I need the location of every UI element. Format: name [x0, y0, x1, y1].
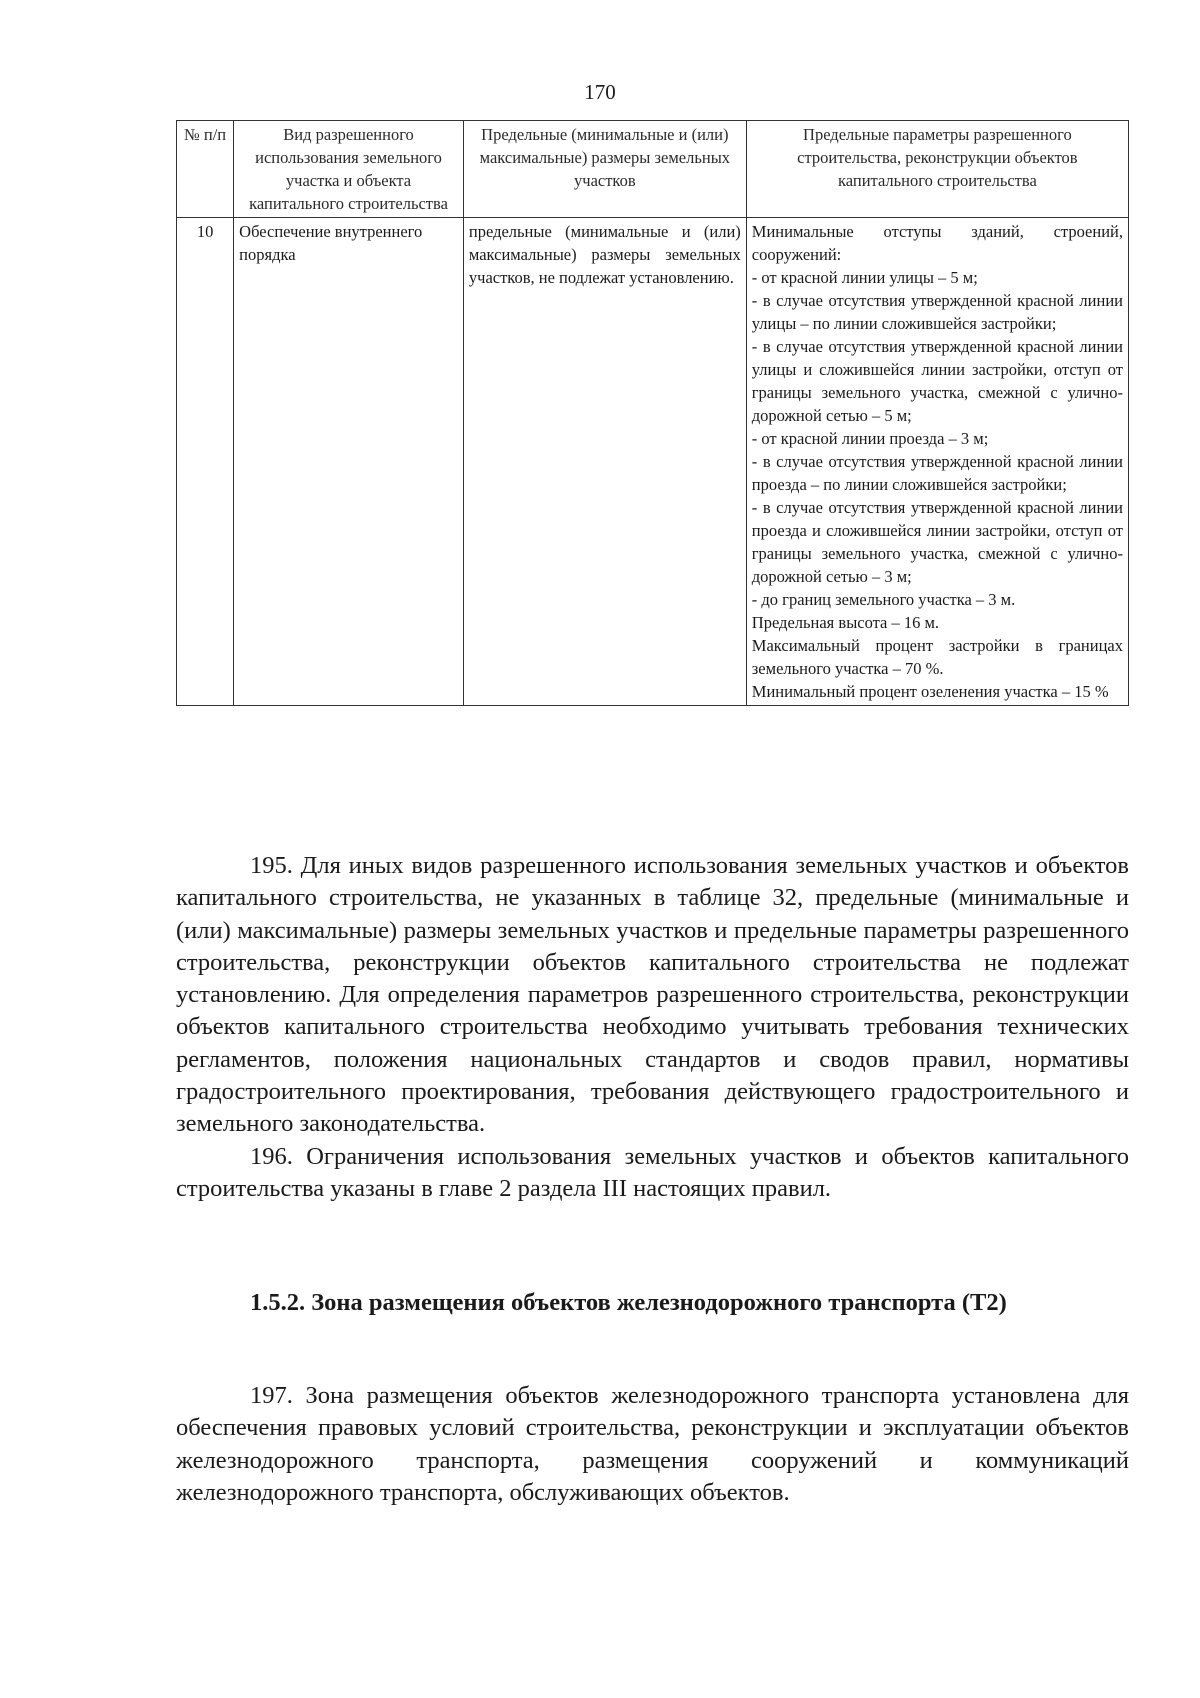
table-row: [177, 218, 1129, 706]
table-header-row: [177, 121, 1129, 218]
header-plot-size: Предельные (минимальные и (или) максимальные) размеры земельных участков: [463, 121, 746, 218]
build-param-line: - в случае отсутствия утвержденной красной линии проезда и сложившейся линии застройки, отступ от границы земельного участка, смежной с улично-дорожной сетью – 3 м;: [751, 498, 1123, 586]
build-param-line: Минимальный процент озеленения участка – 15 %: [751, 682, 1109, 701]
header-num: № п/п: [177, 121, 234, 218]
section-heading: 1.5.2. Зона размещения объектов железнодорожного транспорта (Т2): [250, 1289, 1007, 1316]
page-number: 170: [584, 80, 616, 104]
row-use-type: Обеспечение внутреннего порядка: [234, 218, 464, 706]
row-num: 10: [177, 218, 234, 706]
build-param-line: - в случае отсутствия утвержденной красной линии улицы – по линии сложившейся застройки;: [751, 291, 1123, 333]
build-param-line: - от красной линии проезда – 3 м;: [751, 429, 989, 448]
build-param-line: Максимальный процент застройки в границах земельного участка – 70 %.: [751, 636, 1123, 678]
build-param-line: Минимальные отступы зданий, строений, сооружений:: [751, 222, 1123, 264]
paragraph-196: 196. Ограничения использования земельных участков и объектов капитального строительства указаны в главе 2 раздела III настоящих правил.: [176, 1142, 1129, 1202]
parameters-table: [176, 120, 1129, 706]
row-plot-size: предельные (минимальные и (или) максимальные) размеры земельных участков, не подлежат установлению.: [463, 218, 746, 706]
build-param-line: - в случае отсутствия утвержденной красной линии проезда – по линии сложившейся застройки;: [751, 452, 1123, 494]
header-use-type: Вид разрешенного использования земельного участка и объекта капитального строительства: [234, 121, 464, 218]
paragraph-197: 197. Зона размещения объектов железнодорожного транспорта установлена для обеспечения правовых условий строительства, реконструкции и эксплуатации объектов железнодорожного транспорта, размещения сооружений и коммуникаций железнодорожного транспорта, обслуживающих объектов.: [176, 1382, 1129, 1506]
build-param-line: - до границ земельного участка – 3 м.: [751, 590, 1016, 609]
build-param-line: - в случае отсутствия утвержденной красной линии улицы и сложившейся линии застройки, отступ от границы земельного участка, смежной с улично-дорожной сетью – 5 м;: [751, 337, 1123, 425]
paragraph-195: 195. Для иных видов разрешенного использования земельных участков и объектов капитального строительства, не указанных в таблице 32, предельные (минимальные и (или) максимальные) размеры земельных участков и предельные параметры разрешенного строительства, реконструкции объектов капитального строительства не подлежат установлению. Для определения параметров разрешенного строительства, реконструкции объектов капитального строительства необходимо учитывать требования технических регламентов, положения национальных стандартов и сводов правил, нормативы градостроительного проектирования, требования действующего градостроительного и земельного законодательства.: [176, 852, 1129, 1138]
row-build-params: [746, 218, 1128, 706]
header-build-params: Предельные параметры разрешенного строительства, реконструкции объектов капитального строительства: [746, 121, 1128, 218]
paragraph-195-block: [176, 850, 1129, 1205]
build-param-line: Предельная высота – 16 м.: [751, 613, 940, 632]
paragraph-197-block: [176, 1380, 1129, 1509]
section-heading-block: [176, 1287, 1129, 1319]
build-param-line: - от красной линии улицы – 5 м;: [751, 268, 978, 287]
